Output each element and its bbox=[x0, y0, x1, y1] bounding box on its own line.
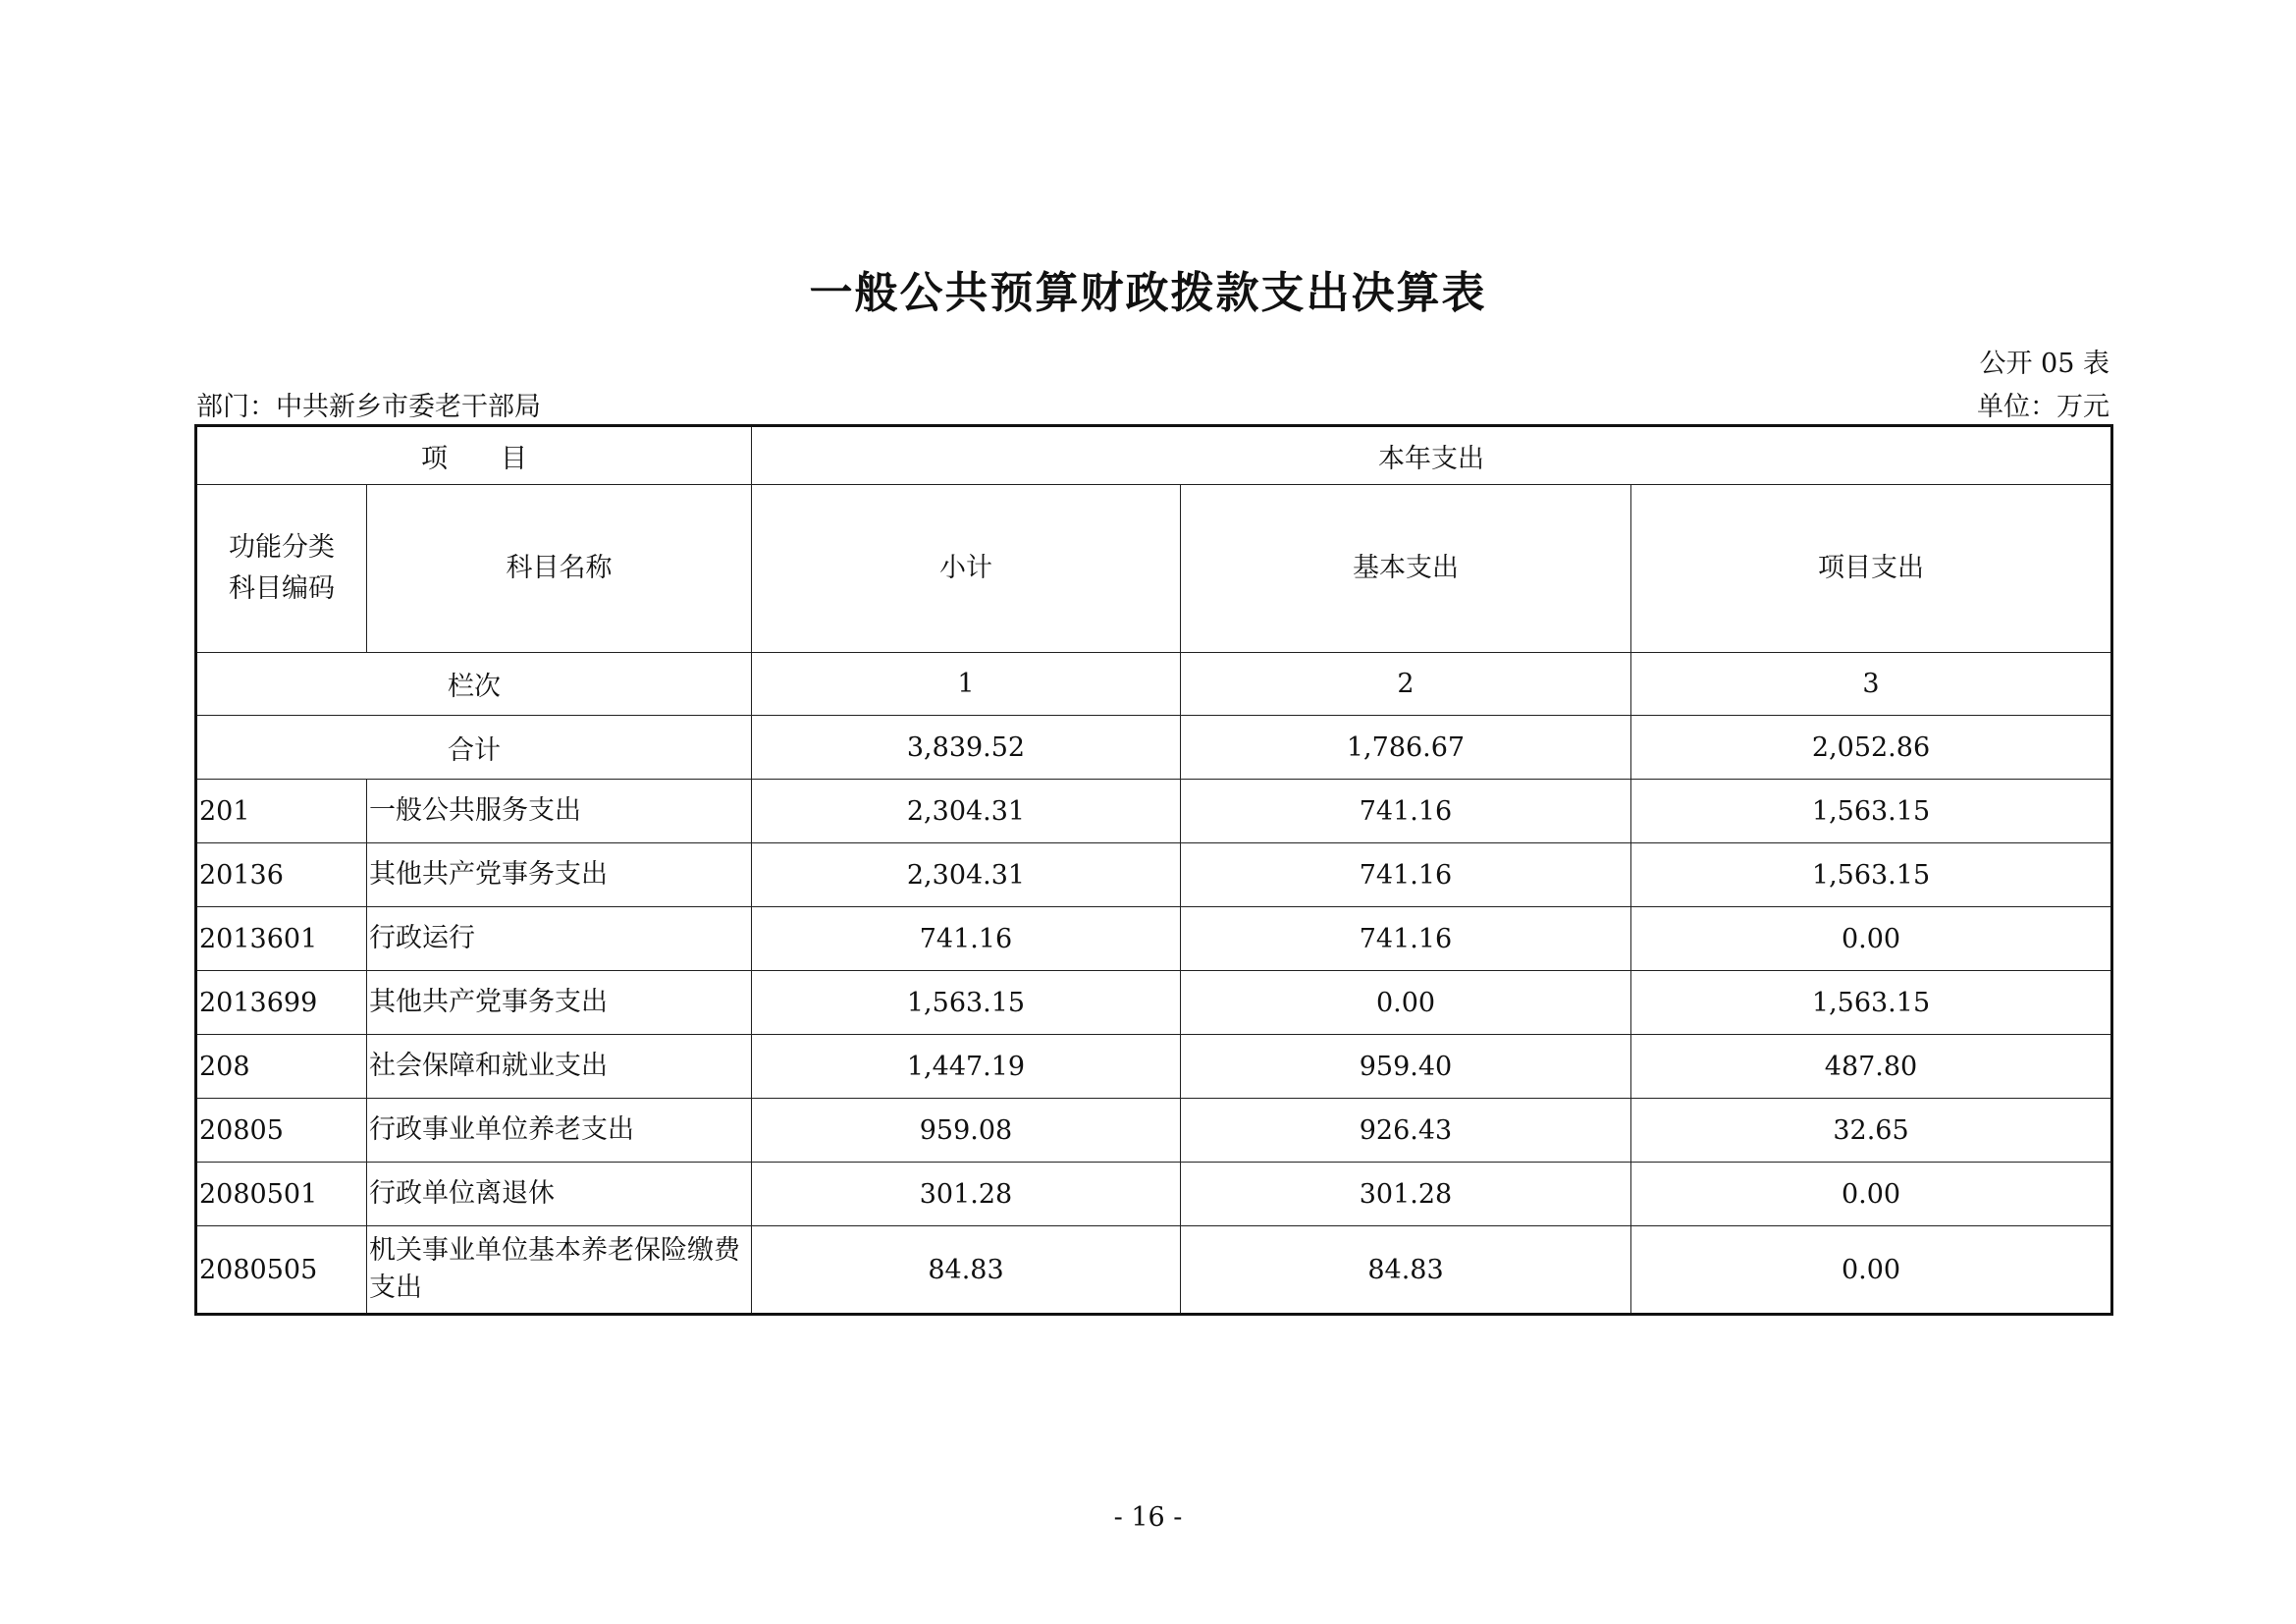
header-item: 项 目 bbox=[196, 426, 752, 485]
table-row bbox=[196, 1099, 2112, 1163]
budget-table bbox=[194, 424, 2113, 1316]
unit-label: 单位：万元 bbox=[1977, 392, 2109, 422]
column-number-2: 2 bbox=[1181, 653, 1631, 716]
row-basic: 741.16 bbox=[1181, 907, 1631, 971]
header-basic: 基本支出 bbox=[1181, 485, 1631, 653]
row-project: 32.65 bbox=[1631, 1099, 2112, 1163]
page-number: - 16 - bbox=[1113, 1502, 1183, 1533]
column-number-3: 3 bbox=[1631, 653, 2112, 716]
table-row bbox=[196, 907, 2112, 971]
row-subtotal: 1,563.15 bbox=[752, 971, 1181, 1035]
row-basic: 741.16 bbox=[1181, 780, 1631, 843]
row-project: 487.80 bbox=[1631, 1035, 2112, 1099]
header-row-2 bbox=[196, 485, 2112, 653]
row-name: 行政单位离退休 bbox=[367, 1163, 752, 1226]
row-code: 201 bbox=[196, 780, 367, 843]
row-name: 行政事业单位养老支出 bbox=[367, 1099, 752, 1163]
row-subtotal: 2,304.31 bbox=[752, 780, 1181, 843]
row-code: 2080501 bbox=[196, 1163, 367, 1226]
row-code: 20805 bbox=[196, 1099, 367, 1163]
row-name: 行政运行 bbox=[367, 907, 752, 971]
table-row bbox=[196, 843, 2112, 907]
row-code: 20136 bbox=[196, 843, 367, 907]
total-label: 合计 bbox=[196, 716, 752, 780]
table-row bbox=[196, 1226, 2112, 1315]
row-subtotal: 84.83 bbox=[752, 1226, 1181, 1315]
row-project: 0.00 bbox=[1631, 1226, 2112, 1315]
row-name: 其他共产党事务支出 bbox=[367, 971, 752, 1035]
table-row bbox=[196, 1035, 2112, 1099]
row-project: 0.00 bbox=[1631, 907, 2112, 971]
row-subtotal: 959.08 bbox=[752, 1099, 1181, 1163]
row-basic: 301.28 bbox=[1181, 1163, 1631, 1226]
row-name: 其他共产党事务支出 bbox=[367, 843, 752, 907]
row-project: 1,563.15 bbox=[1631, 843, 2112, 907]
total-subtotal: 3,839.52 bbox=[752, 716, 1181, 780]
table-row bbox=[196, 1163, 2112, 1226]
row-code: 2013601 bbox=[196, 907, 367, 971]
row-subtotal: 301.28 bbox=[752, 1163, 1181, 1226]
total-row bbox=[196, 716, 2112, 780]
header-current-year: 本年支出 bbox=[752, 426, 2112, 485]
row-project: 1,563.15 bbox=[1631, 780, 2112, 843]
row-basic: 926.43 bbox=[1181, 1099, 1631, 1163]
row-subtotal: 1,447.19 bbox=[752, 1035, 1181, 1099]
header-code-col: 功能分类科目编码 bbox=[196, 485, 367, 653]
header-row-1 bbox=[196, 426, 2112, 485]
page-title: 一般公共预算财政拨款支出决算表 bbox=[809, 268, 1487, 318]
row-code: 208 bbox=[196, 1035, 367, 1099]
column-number-label: 栏次 bbox=[196, 653, 752, 716]
column-number-row bbox=[196, 653, 2112, 716]
header-project: 项目支出 bbox=[1631, 485, 2112, 653]
row-name: 一般公共服务支出 bbox=[367, 780, 752, 843]
row-code: 2080505 bbox=[196, 1226, 367, 1315]
row-code: 2013699 bbox=[196, 971, 367, 1035]
row-basic: 741.16 bbox=[1181, 843, 1631, 907]
column-number-1: 1 bbox=[752, 653, 1181, 716]
header-subtotal: 小计 bbox=[752, 485, 1181, 653]
row-subtotal: 741.16 bbox=[752, 907, 1181, 971]
row-basic: 959.40 bbox=[1181, 1035, 1631, 1099]
total-basic: 1,786.67 bbox=[1181, 716, 1631, 780]
table-row bbox=[196, 971, 2112, 1035]
row-project: 0.00 bbox=[1631, 1163, 2112, 1226]
row-basic: 0.00 bbox=[1181, 971, 1631, 1035]
row-basic: 84.83 bbox=[1181, 1226, 1631, 1315]
row-subtotal: 2,304.31 bbox=[752, 843, 1181, 907]
table-row bbox=[196, 780, 2112, 843]
form-number: 公开 05 表 bbox=[1979, 349, 2109, 379]
row-name: 机关事业单位基本养老保险缴费支出 bbox=[367, 1226, 752, 1315]
row-project: 1,563.15 bbox=[1631, 971, 2112, 1035]
department-label: 部门：中共新乡市委老干部局 bbox=[196, 392, 541, 422]
header-name-col: 科目名称 bbox=[367, 485, 752, 653]
total-project: 2,052.86 bbox=[1631, 716, 2112, 780]
row-name: 社会保障和就业支出 bbox=[367, 1035, 752, 1099]
